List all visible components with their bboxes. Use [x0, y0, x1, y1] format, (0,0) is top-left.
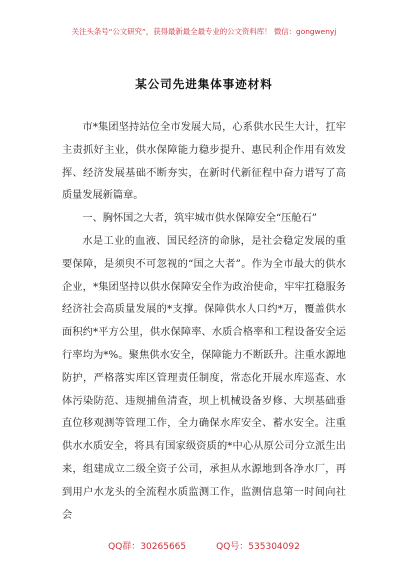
document-body	[62, 117, 346, 527]
qq-group-label: QQ群：	[108, 542, 141, 552]
qq-number: 535304092	[248, 542, 300, 552]
section-heading-1: 一、胸怀国之大者，筑牢城市供水保障安全“压舱石”	[82, 213, 317, 225]
paragraph-intro: 市*集团坚持站位全市发展大局，心系供水民生大计，扛牢主责抓好主业，供水保障能力稳步提升、惠民利企作用有效发挥、经济发展基础不断夯实，在新时代新征程中奋力谱写了高质量发展新篇章。	[62, 122, 346, 202]
document-title: 某公司先进集体事迹材料	[135, 77, 273, 91]
header-banner: 关注头条号“公文研究”，获得最新最全最专业的公文资料库！ 微信：gongwenyj	[71, 27, 337, 36]
paragraph-section-1-body: 水是工业的血液、国民经济的命脉，是社会稳定发展的重要保障，是须臾不可忽视的“国之大者”。作为全市最大的供水企业，*集团坚持以供水保障安全作为政治使命，牢牢扛稳服务经济社会高质量发展的*支撑。保障供水人口约*万，覆盖供水面积约*平方公里，供水保障率、水质合格率和工程设备安全运行率均为*%。聚焦供水安全，保障能力不断跃升。注重水源地防护，严格落实库区管理责任制度，常态化开展水库巡查、水体污染防范、违规捕鱼清查，坝上机械设备岁修、大坝基础垂直位移观测等管理工作，全力确保水库安全、蓄水安全。注重供水水质安全，将具有国家级资质的*中心从原公司分立派生出来，组建成立二级全资子公司，承担从水源地到各净水厂，再到用户水龙头的全流程水质监测工作，监测信息第一时间向社会	[62, 235, 346, 521]
qq-label: QQ号：	[216, 542, 249, 552]
footer-contact	[0, 539, 408, 552]
qq-group-number: 30265665	[140, 542, 187, 552]
